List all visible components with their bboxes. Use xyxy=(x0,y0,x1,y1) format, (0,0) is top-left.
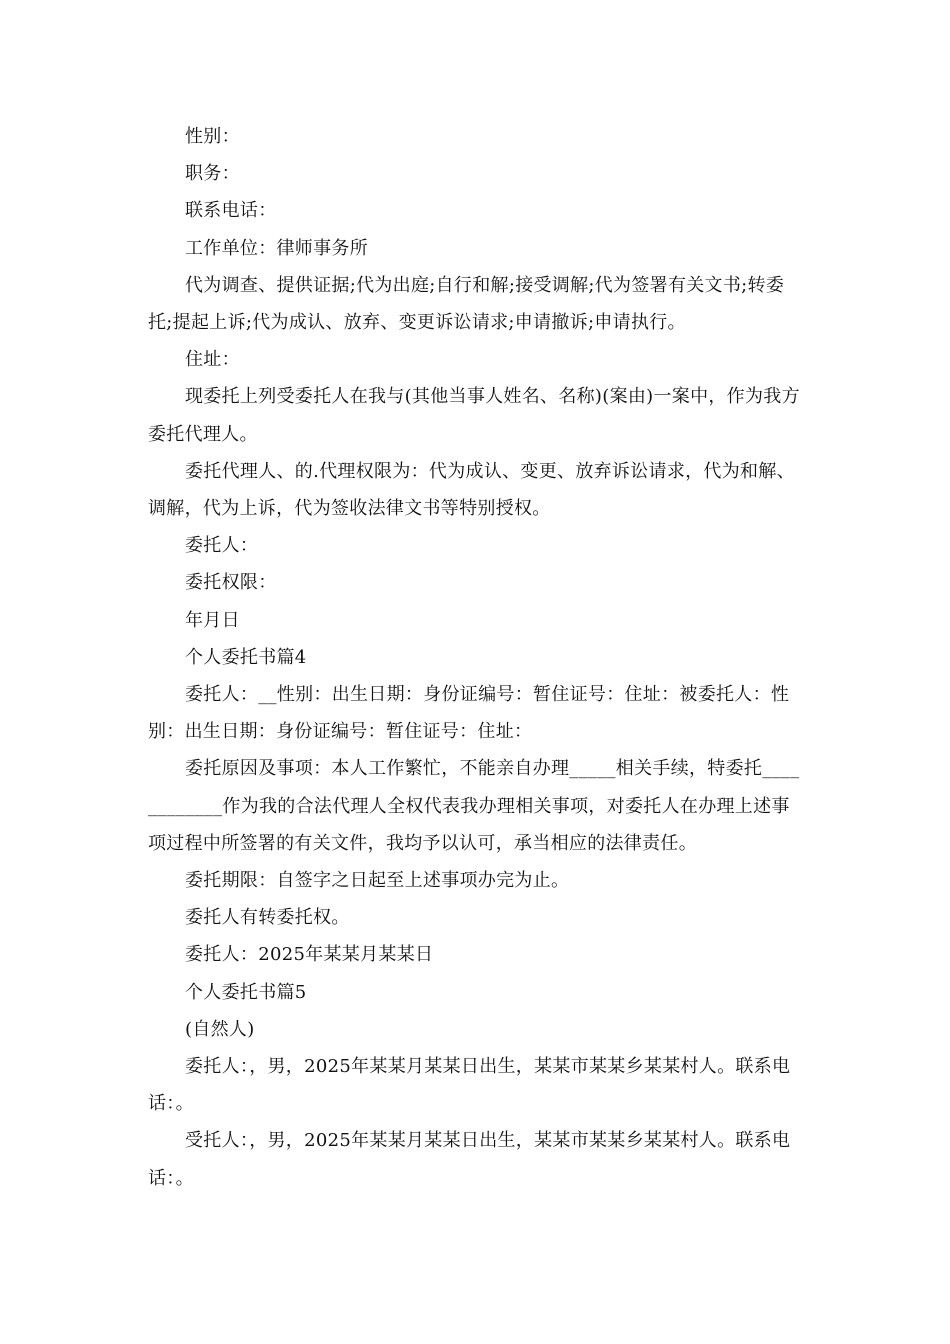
paragraph-parties-info: 委托人：__性别：出生日期：身份证编号：暂住证号：住址：被委托人：性别：出生日期：身份证编号：暂住证号：住址： xyxy=(148,684,790,743)
paragraph-authority-list: 代为调查、提供证据;代为出庭;自行和解;接受调解;代为签署有关文书;转委托;提起上诉;代为成认、放弃、变更诉讼请求;申请撤诉;申请执行。 xyxy=(148,274,785,334)
paragraph-reason: 委托原因及事项：本人工作繁忙，不能亲自办理_____相关手续，特委托____________作为我的合法代理人全权代表我办理相关事项，对委托人在办理上述事项过程中所签署的有关文件，我均予以认可，承当相应的法律责任。 xyxy=(148,758,800,854)
paragraph-entrustment: 现委托上列受委托人在我与(其他当事人姓名、名称)(案由)一案中，作为我方委托代理人。 xyxy=(148,386,800,445)
paragraph-phone: 联系电话： xyxy=(185,200,277,222)
paragraph-address: 住址： xyxy=(185,349,240,371)
section-heading-5: 个人委托书篇5 xyxy=(185,981,307,1003)
paragraph-principal-info: 委托人：，男，2025年某某月某某日出生，某某市某某乡某某村人。联系电话：。 xyxy=(148,1056,791,1115)
paragraph-workplace: 工作单位：律师事务所 xyxy=(185,237,368,259)
paragraph-term: 委托期限：自签字之日起至上述事项办完为止。 xyxy=(185,870,570,892)
paragraph-sub-delegation: 委托人有转委托权。 xyxy=(185,907,350,929)
paragraph-agent-info: 受托人：，男，2025年某某月某某日出生，某某市某某乡某某村人。联系电话：。 xyxy=(148,1130,791,1189)
paragraph-authority-scope: 委托权限： xyxy=(185,572,277,594)
paragraph-agent-authority: 委托代理人、的.代理权限为：代为成认、变更、放弃诉讼请求，代为和解、调解，代为上诉，代为签收法律文书等特别授权。 xyxy=(148,460,795,520)
section-heading-4: 个人委托书篇4 xyxy=(185,646,307,668)
paragraph-natural-person: (自然人) xyxy=(185,1018,255,1040)
document-body xyxy=(148,118,804,1197)
paragraph-gender: 性别： xyxy=(185,126,240,147)
paragraph-position: 职务： xyxy=(185,163,240,185)
paragraph-date: 年月日 xyxy=(185,609,240,631)
paragraph-signature-date: 委托人：2025年某某月某某日 xyxy=(185,944,434,966)
paragraph-principal: 委托人： xyxy=(185,535,259,557)
